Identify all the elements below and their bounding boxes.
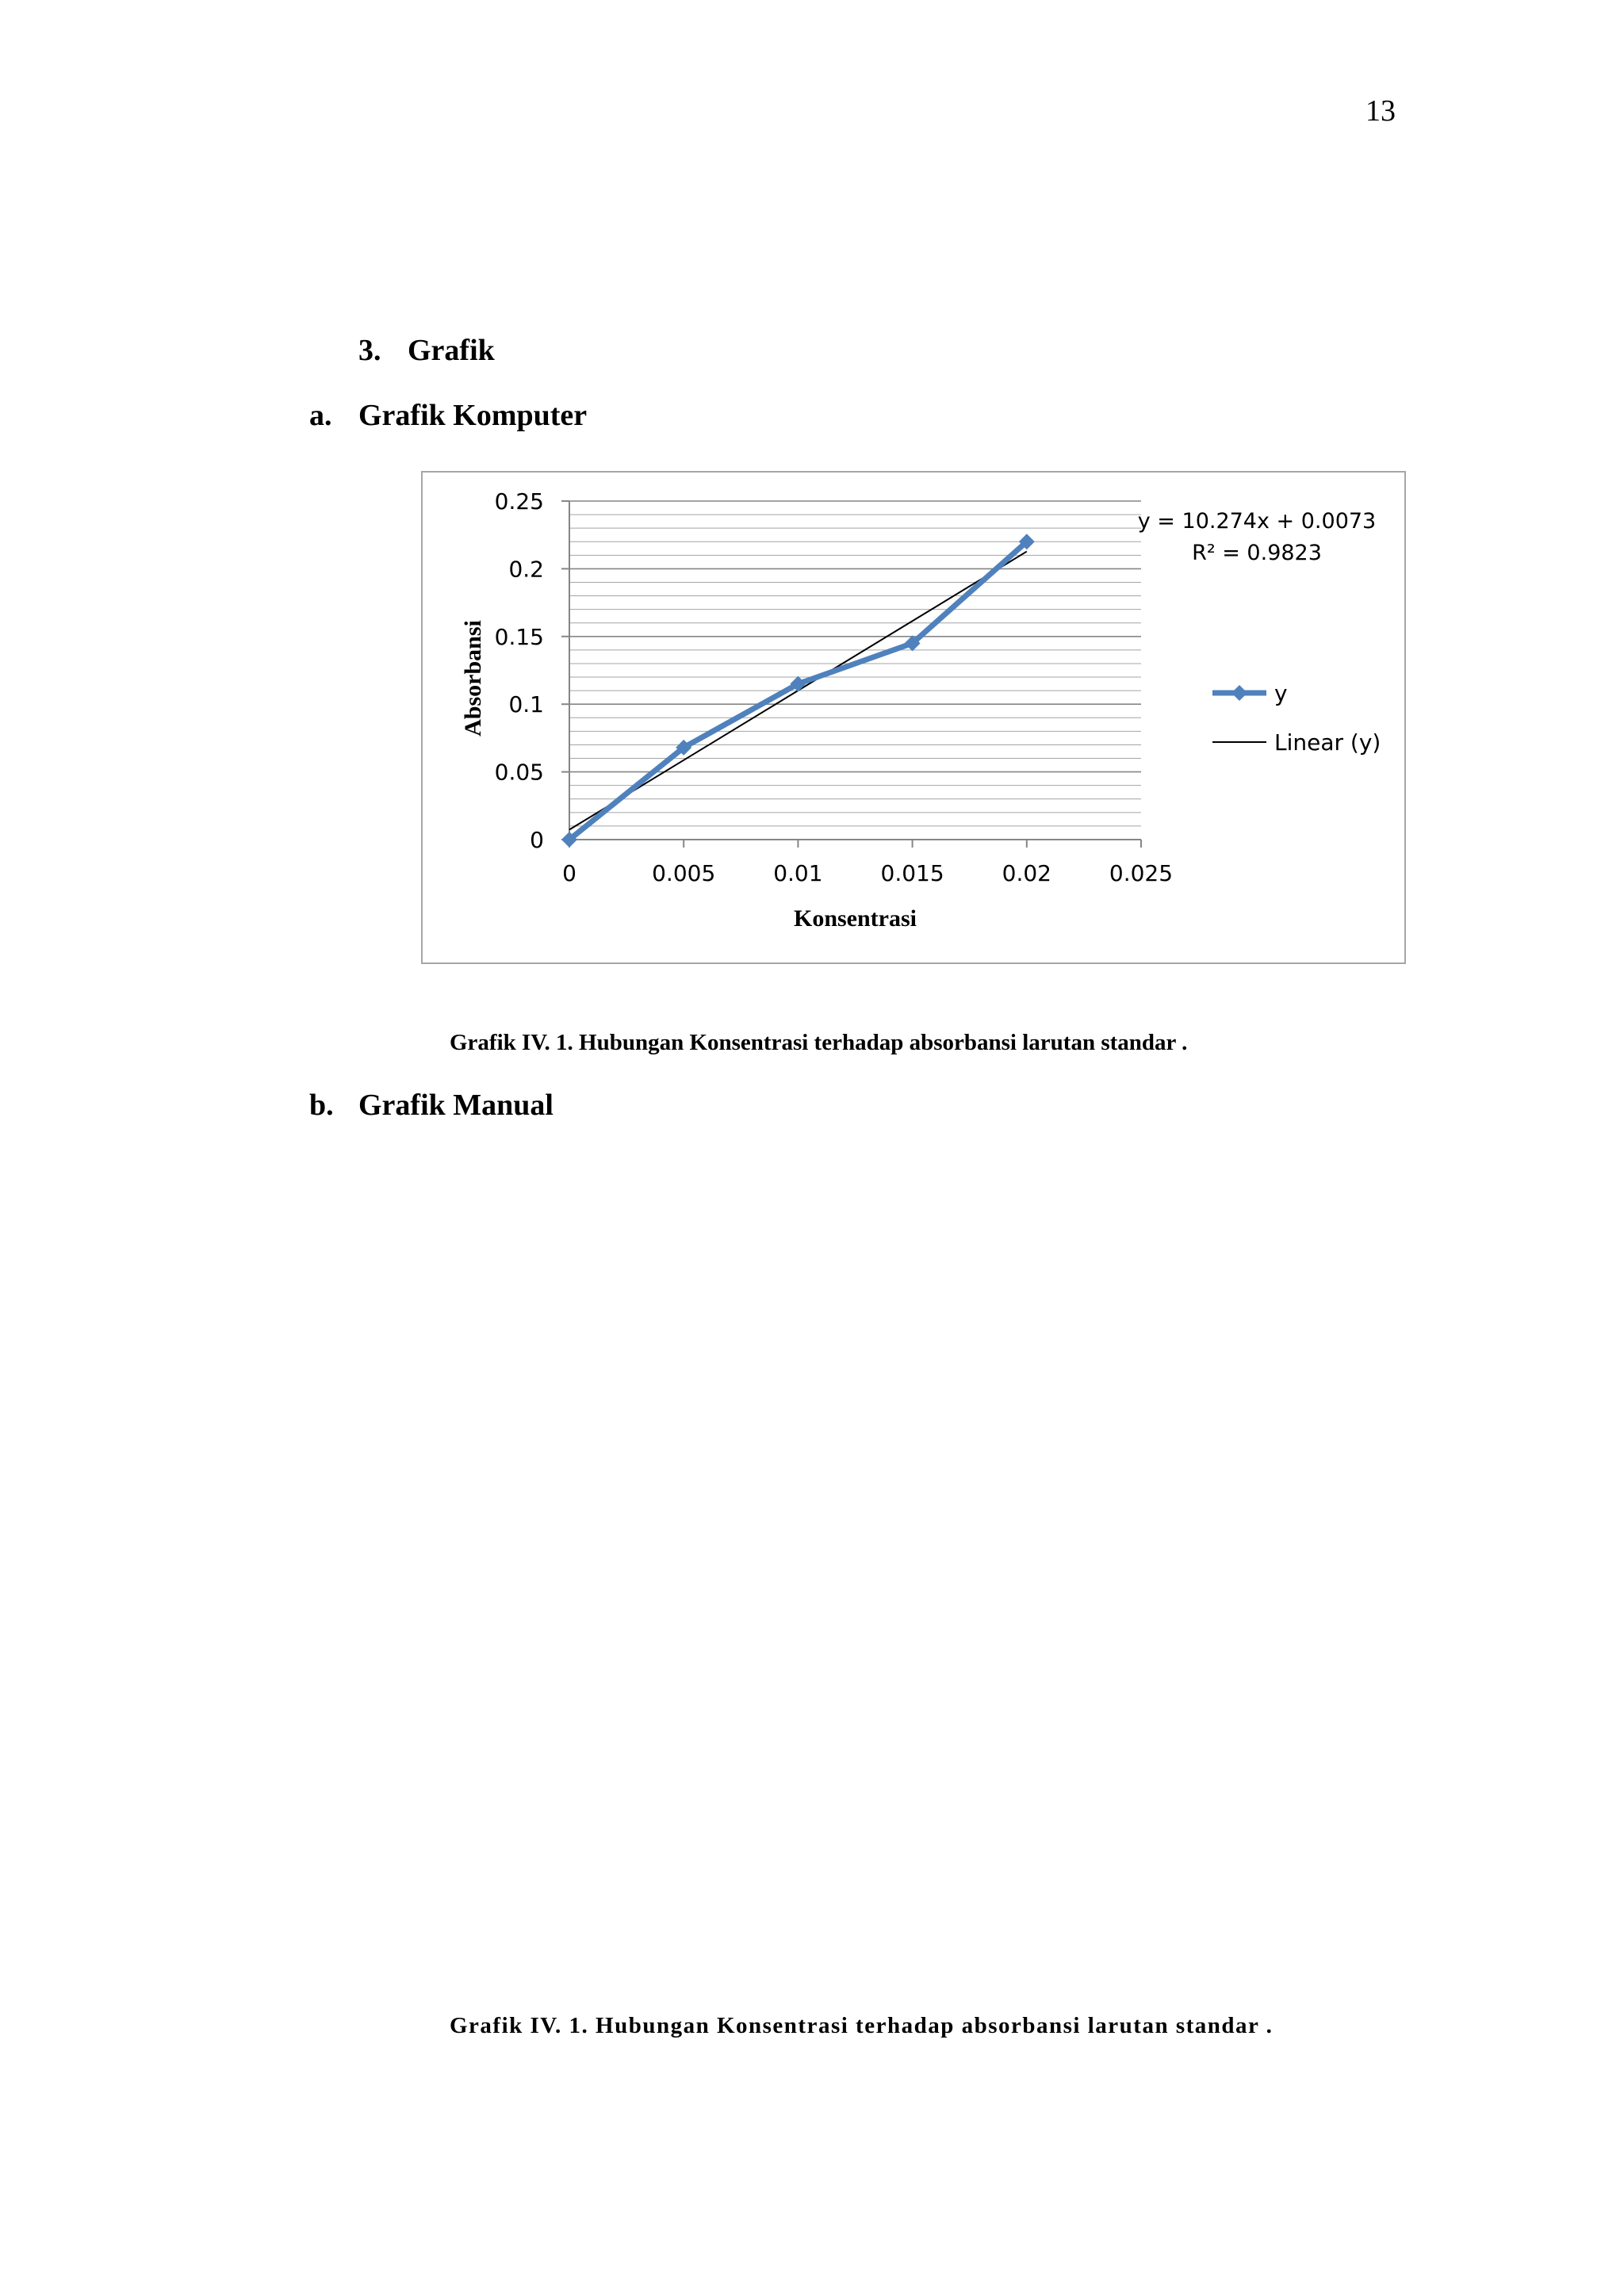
- x-tick-label: 0.025: [1109, 860, 1174, 886]
- section-title: Grafik: [408, 334, 495, 367]
- y-tick-label: 0.15: [494, 623, 544, 650]
- chart: [421, 471, 1406, 964]
- y-tick-label: 0: [530, 827, 544, 853]
- page-number: 13: [1365, 94, 1396, 128]
- y-tick-label: 0.2: [508, 556, 544, 583]
- x-tick-label: 0.005: [652, 860, 716, 886]
- caption-chart-b: Grafik IV. 1. Hubungan Konsentrasi terhadap absorbansi larutan standar .: [450, 2013, 1274, 2038]
- legend-trendline-label: Linear (y): [1274, 729, 1381, 756]
- x-tick-label: 0.015: [880, 860, 944, 886]
- subsection-b-letter: b.: [309, 1089, 334, 1122]
- x-axis-title: Konsentrasi: [793, 905, 917, 932]
- y-tick-label: 0.25: [494, 488, 544, 515]
- subsection-a-heading: [309, 398, 587, 433]
- subsection-b-title: Grafik Manual: [358, 1089, 553, 1122]
- trendline-equation: y = 10.274x + 0.0073: [1137, 509, 1377, 534]
- legend-series-label: y: [1274, 680, 1288, 706]
- subsection-a-title: Grafik Komputer: [358, 399, 588, 432]
- x-tick-label: 0: [562, 860, 576, 886]
- trendline-r-squared: R² = 0.9823: [1192, 541, 1322, 565]
- y-tick-label: 0.05: [494, 759, 544, 786]
- section-number: 3.: [358, 334, 381, 367]
- x-tick-label: 0.01: [773, 860, 823, 886]
- section-heading: [358, 333, 495, 368]
- x-tick-label: 0.02: [1002, 860, 1051, 886]
- chart-svg: [421, 471, 1406, 964]
- subsection-b-heading: [309, 1088, 553, 1123]
- y-tick-label: 0.1: [508, 691, 544, 718]
- subsection-a-letter: a.: [309, 399, 332, 432]
- caption-chart-a: Grafik IV. 1. Hubungan Konsentrasi terhadap absorbansi larutan standar .: [450, 1030, 1188, 1055]
- y-axis-title: Absorbansi: [460, 620, 486, 737]
